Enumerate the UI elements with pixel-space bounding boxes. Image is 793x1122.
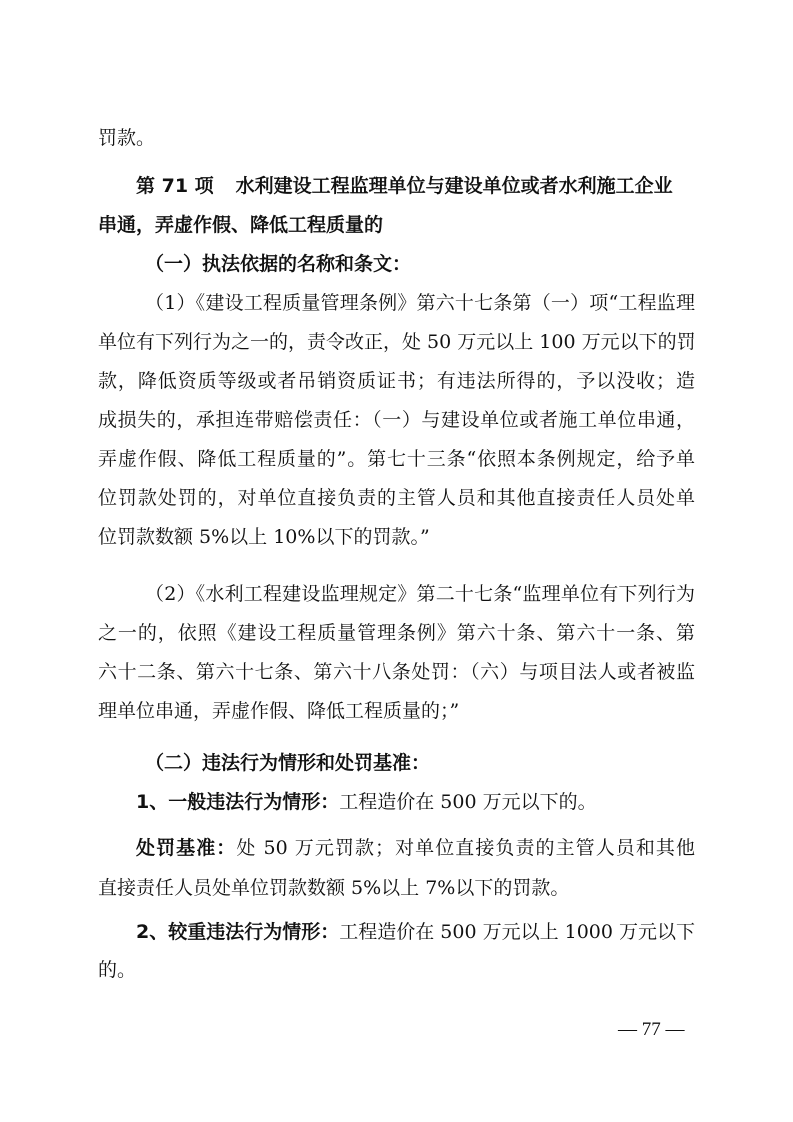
item-title-continued: 串通，弄虚作假、降低工程质量的 — [98, 214, 384, 236]
penalty-label: 处罚基准： — [136, 837, 237, 859]
item-heading — [136, 174, 695, 198]
text-line: 之一的，依照《建设工程质量管理条例》第六十条、第六十一条、第 — [98, 622, 695, 644]
text-line: 理单位串通，弄虚作假、降低工程质量的；” — [98, 700, 460, 722]
text-line: 直接责任人员处单位罚款数额 5%以上 7%以下的罚款。 — [98, 877, 570, 899]
section-heading: （一）执法依据的名称和条文： — [145, 253, 412, 275]
text-line: 单位有下列行为之一的，责令改正，处 50 万元以上 100 万元以下的罚 — [98, 331, 696, 353]
case-label: 1、一般违法行为情形： — [136, 791, 340, 813]
page-number: — 77 — — [618, 1019, 685, 1040]
item-number: 第 71 项 — [136, 175, 214, 197]
text-line: 罚款。 — [98, 127, 156, 149]
text-line: 弄虚作假、降低工程质量的”。第七十三条“依照本条例规定，给予单 — [98, 448, 695, 470]
section-heading: （二）违法行为情形和处罚基准： — [145, 752, 431, 774]
penalty-text: 处 50 万元罚款；对单位直接负责的主管人员和其他 — [236, 837, 695, 859]
text-line: 位罚款处罚的，对单位直接负责的主管人员和其他直接责任人员处单 — [98, 487, 695, 509]
text-line: （2）《水利工程建设监理规定》第二十七条“监理单位有下列行为 — [145, 583, 695, 605]
text-line — [136, 790, 695, 814]
text-line: 成损失的，承担连带赔偿责任：（一）与建设单位或者施工单位串通， — [98, 409, 695, 431]
text-line: 六十二条、第六十七条、第六十八条处罚：（六）与项目法人或者被监 — [98, 661, 695, 683]
text-line: 的。 — [98, 959, 137, 981]
case-text: 工程造价在 500 万元以下的。 — [339, 791, 597, 813]
text-line: 位罚款数额 5%以上 10%以下的罚款。” — [98, 526, 430, 548]
item-title: 水利建设工程监理单位与建设单位或者水利施工企业 — [235, 175, 673, 197]
case-label: 2、较重违法行为情形： — [136, 921, 340, 943]
text-line — [136, 920, 695, 944]
text-line: 款，降低资质等级或者吊销资质证书；有违法所得的，予以没收；造 — [98, 370, 695, 392]
case-text: 工程造价在 500 万元以上 1000 万元以下 — [339, 921, 696, 943]
text-line — [136, 836, 695, 860]
text-line: （1）《建设工程质量管理条例》第六十七条第（一）项“工程监理 — [145, 292, 695, 314]
